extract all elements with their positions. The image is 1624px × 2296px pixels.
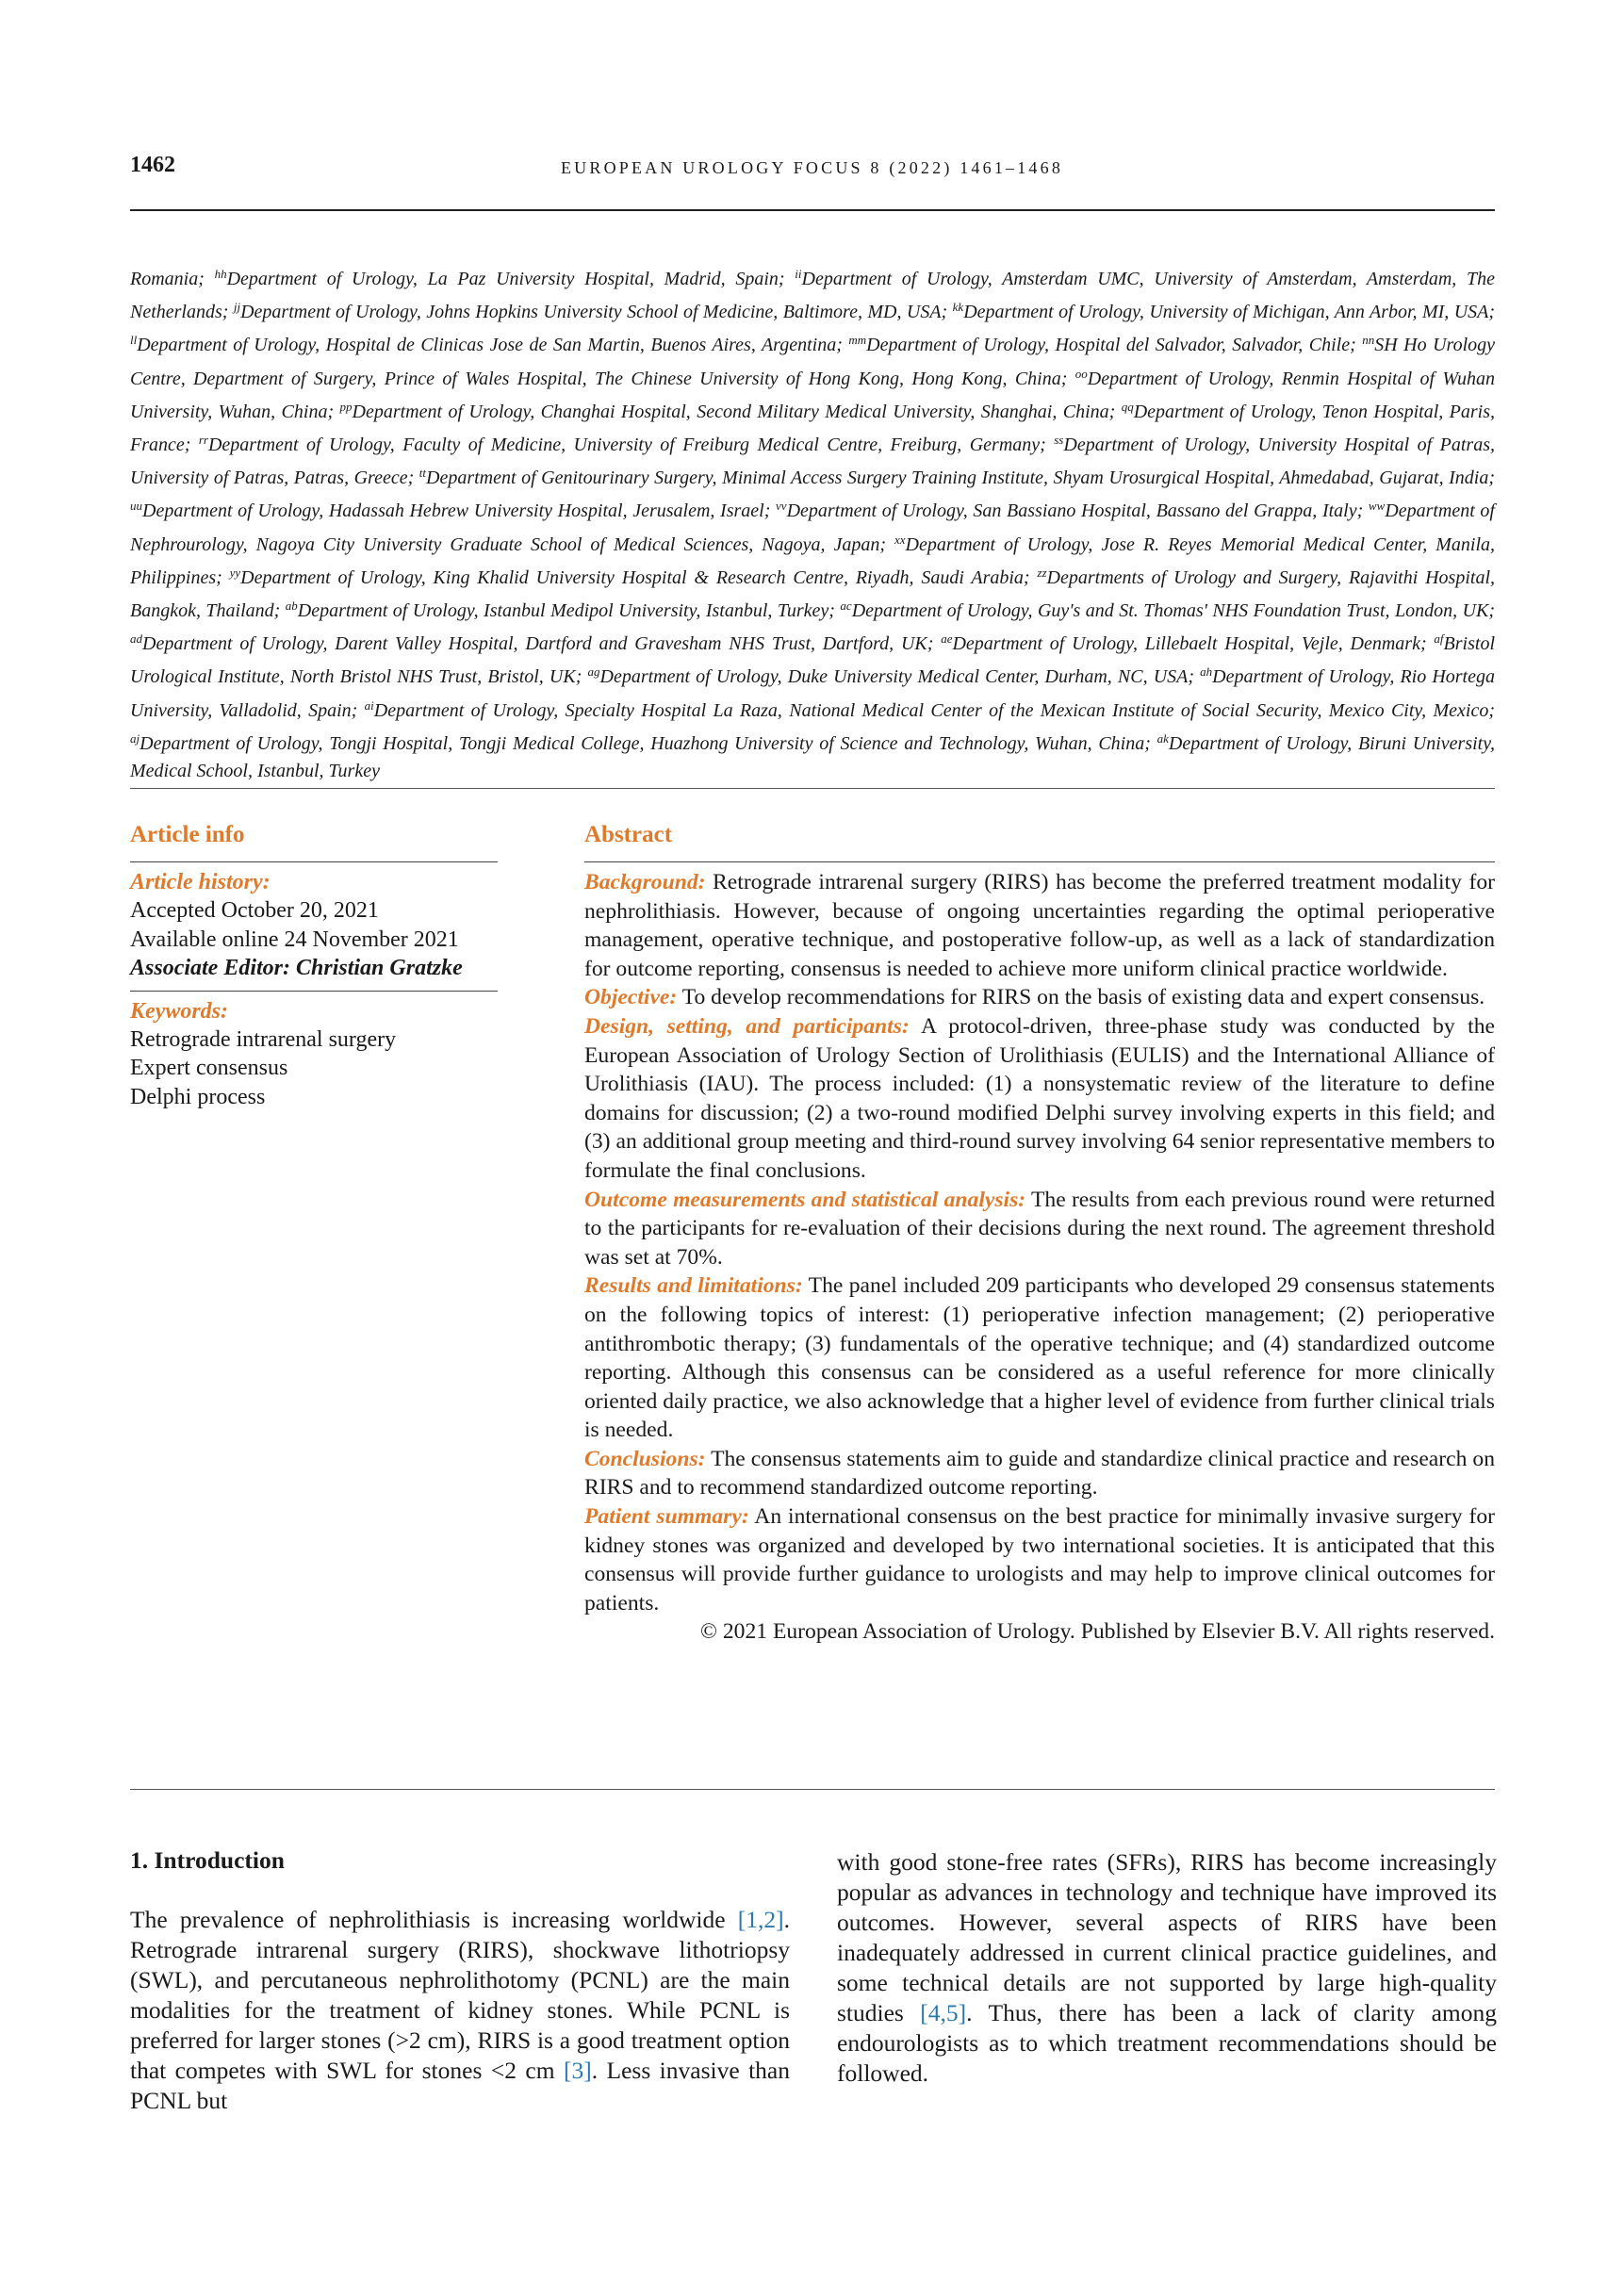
affiliation-marker: aj — [130, 730, 140, 746]
keywords-label: Keywords: — [130, 998, 228, 1024]
keyword-item: Expert consensus — [130, 1056, 288, 1081]
affiliation-text: Bristol Urological Institute, North Bristol NHS Trust, Bristol, UK; — [130, 633, 1495, 688]
affiliation-marker: ak — [1156, 730, 1169, 746]
paragraph-text: . Less invasive than PCNL but — [130, 2057, 790, 2114]
abstract-section-conclusions — [584, 1445, 1495, 1502]
abstract-text: The panel included 209 participants who developed 29 consensus statements on the following topics of interest: (1) perioperative infection management; (2) perioperative antithrombotic therapy; (3) fundamentals of the operative technique; and (4) standardized outcome reporting. Although this consensus can be considered as a useful reference for more clinically oriented daily practice, we also acknowledge that a higher level of evidence from further clinical trials is needed. — [584, 1273, 1495, 1443]
affiliation-marker: ae — [941, 631, 953, 647]
affiliation-marker: ll — [130, 333, 138, 348]
introduction-paragraph-continued — [837, 1847, 1497, 2089]
affiliation-text: Romania; — [130, 269, 215, 289]
abstract-section-background — [584, 868, 1495, 983]
affiliation-text: Department of Nephrourology, Nagoya City University Graduate School of Medical Sciences, Nagoya, Japan; — [130, 500, 1495, 555]
keywords-divider — [130, 991, 498, 992]
affiliation-text: SH Ho Urology Centre, Department of Surgery, Prince of Wales Hospital, The Chinese University of Hong Kong, Hong Kong, China; — [130, 335, 1496, 389]
affiliation-marker: nn — [1362, 333, 1375, 348]
affiliation-marker: hh — [214, 267, 227, 281]
affiliation-marker: ab — [285, 599, 298, 614]
abstract-section-objective — [584, 983, 1495, 1012]
affiliation-marker: ac — [840, 599, 852, 614]
abstract-body — [584, 868, 1495, 1647]
abstract-label: Conclusions: — [584, 1446, 706, 1471]
abstract-section-outcome — [584, 1186, 1495, 1272]
affiliation-marker: ss — [1054, 433, 1064, 448]
affiliation-text: Department of Urology, Istanbul Medipol University, Istanbul, Turkey; — [297, 600, 841, 622]
paragraph-text: . Retrograde intrarenal surgery (RIRS), shockwave lithotriopsy (SWL), and percutaneous nephrolithotomy (PCNL) are the main modalities for the treatment of kidney stones. While PCNL is preferred for larger stones (>2 cm), RIRS is a good treatment option that competes with SWL for stones <2 cm — [130, 1906, 790, 2084]
affiliation-text: Department of Urology, Hadassah Hebrew University Hospital, Jerusalem, Israel; — [142, 500, 777, 522]
affiliation-text: Department of Urology, Hospital de Clinicas Jose de San Martin, Buenos Aires, Argentina; — [137, 335, 849, 356]
affiliation-marker: ag — [587, 664, 600, 680]
affiliation-text: Department of Urology, Renmin Hospital of Wuhan University, Wuhan, China; — [130, 368, 1495, 422]
accepted-date: Accepted October 20, 2021 — [130, 898, 379, 923]
journal-header: EUROPEAN UROLOGY FOCUS 8 (2022) 1461–1468 — [560, 158, 1064, 177]
affiliation-text: Department of Urology, Hospital del Salvador, Salvador, Chile; — [866, 335, 1363, 356]
abstract-label: Design, setting, and participants: — [584, 1013, 910, 1039]
abstract-section-patient-summary — [584, 1502, 1495, 1617]
article-info-heading: Article info — [130, 822, 245, 847]
introduction-paragraph — [130, 1905, 790, 2116]
affiliation-text: Department of Genitourinary Surgery, Minimal Access Surgery Training Institute, Shyam Urosurgical Hospital, Ahmedabad, Gujarat, India; — [426, 467, 1496, 489]
affiliation-text: Departments of Urology and Surgery, Rajavithi Hospital, Bangkok, Thailand; — [130, 566, 1496, 622]
affiliation-text: Department of Urology, Lillebaelt Hospital, Vejle, Denmark; — [952, 633, 1435, 655]
abstract-divider — [584, 861, 1495, 862]
article-info-divider — [130, 861, 498, 862]
introduction-right-column — [837, 1847, 1497, 2089]
affiliation-marker: kk — [952, 300, 964, 315]
abstract-text: The consensus statements aim to guide and standardize clinical practice and research on RIRS and to recommend standardized outcome reporting. — [584, 1446, 1495, 1501]
affiliation-marker: rr — [198, 433, 208, 448]
introduction-left-column — [130, 1845, 790, 2116]
affiliation-marker: vv — [776, 499, 787, 514]
affiliation-text: Department of Urology, Specialty Hospital La Raza, National Medical Center of the Mexican Institute of Social Security, Mexico City, Mexico; — [373, 699, 1495, 721]
abstract-bottom-divider — [130, 1789, 1495, 1790]
affiliation-marker: af — [1434, 631, 1444, 647]
affiliation-text: Department of Urology, King Khalid University Hospital & Research Centre, Riyadh, Saudi Arabia; — [240, 566, 1038, 588]
abstract-heading: Abstract — [584, 822, 673, 847]
affiliation-text: Department of Urology, Rio Hortega University, Valladolid, Spain; — [130, 666, 1495, 721]
introduction-heading: 1. Introduction — [130, 1846, 285, 1874]
affiliation-marker: oo — [1074, 366, 1088, 381]
abstract-label: Patient summary: — [584, 1504, 749, 1530]
abstract-text: An international consensus on the best practice for minimally invasive surgery for kidney stones was organized and developed by two international societies. It is anticipated that this consensus will provide further guidance to urologists and may help to improve clinical outcomes for patients. — [584, 1504, 1495, 1615]
affiliation-text: Department of Urology, Guy's and St. Thomas' NHS Foundation Trust, London, UK; — [851, 600, 1495, 622]
affiliation-text: Department of Urology, Amsterdam UMC, University of Amsterdam, Amsterdam, The Netherlands; — [130, 269, 1495, 323]
abstract-label: Results and limitations: — [584, 1273, 803, 1299]
header-divider — [130, 209, 1495, 211]
affiliation-text: Department of Urology, San Bassiano Hospital, Bassano del Grappa, Italy; — [786, 500, 1369, 522]
affiliation-marker: uu — [130, 499, 142, 514]
available-online-date: Available online 24 November 2021 — [130, 927, 459, 952]
affiliation-text: Department of Urology, University Hospital of Patras, University of Patras, Patras, Greece; — [130, 435, 1496, 489]
affiliation-marker: ai — [364, 697, 374, 713]
affiliation-marker: mm — [848, 333, 867, 348]
affiliation-text: Department of Urology, Tenon Hospital, Paris, France; — [130, 401, 1496, 456]
affiliation-marker: ii — [795, 267, 802, 281]
article-history-label: Article history: — [130, 870, 271, 894]
affiliation-marker: zz — [1037, 565, 1047, 580]
associate-editor: Associate Editor: Christian Gratzke — [130, 956, 463, 981]
keyword-item: Retrograde intrarenal surgery — [130, 1026, 397, 1052]
paragraph-text: with good stone-free rates (SFRs), RIRS has become increasingly popular as advances in technology and technique have improved its outcomes. However, several aspects of RIRS have been inadequately addressed in current clinical practice guidelines, and some technical details are not supported by large high-quality studies — [837, 1848, 1497, 2026]
keyword-item: Delphi process — [130, 1084, 266, 1109]
affiliation-text: Department of Urology, Biruni University, Medical School, Istanbul, Turkey — [130, 732, 1495, 782]
abstract-label: Objective: — [584, 985, 678, 1010]
affiliation-marker: ww — [1368, 499, 1386, 514]
affiliations-divider — [130, 788, 1495, 789]
abstract-label: Outcome measurements and statistical analysis: — [584, 1187, 1026, 1212]
abstract-section-design — [584, 1012, 1495, 1186]
citation-link[interactable]: [4,5] — [920, 1999, 967, 2026]
affiliation-marker: pp — [339, 399, 353, 414]
citation-link[interactable]: [3] — [563, 2057, 592, 2084]
affiliation-marker: ah — [1200, 664, 1213, 680]
affiliation-text: Department of Urology, Darent Valley Hospital, Dartford and Gravesham NHS Trust, Dartford, UK; — [142, 633, 942, 655]
article-info-panel — [130, 820, 498, 1112]
abstract-text: A protocol-driven, three-phase study was conducted by the European Association of Urology Section of Urolithiasis (EULIS) and the International Alliance of Urolithiasis (IAU). The process included: (1) a nonsystematic review of the literature to define domains for discussion; (2) a two-round modified Delphi survey involving experts in this field; and (3) an additional group meeting and third-round survey involving 64 senior representative members to formulate the final conclusions. — [584, 1013, 1495, 1183]
affiliation-text: Department of Urology, Tongji Hospital, Tongji Medical College, Huazhong University of Science and Technology, Wuhan, China; — [139, 732, 1157, 754]
affiliation-text: Department of Urology, Johns Hopkins University School of Medicine, Baltimore, MD, USA; — [240, 302, 953, 323]
citation-link[interactable]: [1,2] — [737, 1906, 784, 1933]
affiliation-marker: ad — [130, 631, 142, 647]
paragraph-text: . Thus, there has been a lack of clarity among endourologists as to which treatment recommendations should be followed. — [837, 1999, 1497, 2087]
affiliation-marker: yy — [229, 565, 241, 580]
affiliation-marker: xx — [894, 532, 906, 547]
paragraph-text: The prevalence of nephrolithiasis is increasing worldwide — [130, 1906, 738, 1933]
affiliation-text: Department of Urology, Changhai Hospital, Second Military Medical University, Shanghai, China; — [352, 401, 1122, 422]
abstract-section-results — [584, 1271, 1495, 1445]
abstract-text: The results from each previous round were returned to the participants for re-evaluation of their decisions during the next round. The agreement threshold was set at 70%. — [584, 1187, 1496, 1270]
copyright-line: © 2021 European Association of Urology. Published by Elsevier B.V. All rights reserved. — [700, 1619, 1495, 1645]
page-number: 1462 — [130, 153, 175, 177]
abstract-panel — [584, 820, 1495, 1647]
affiliation-marker: jj — [233, 300, 241, 315]
abstract-text: To develop recommendations for RIRS on the basis of existing data and expert consensus. — [677, 985, 1485, 1010]
abstract-text: Retrograde intrarenal surgery (RIRS) has become the preferred treatment modality for nephrolithiasis. However, because of ongoing uncertainties regarding the optimal perioperative management, operative technique, and postoperative follow-up, as well as a lack of standardization for outcome reporting, consensus is needed to achieve more uniform clinical practice worldwide. — [584, 870, 1495, 981]
affiliation-text: Department of Urology, Jose R. Reyes Memorial Medical Center, Manila, Philippines; — [130, 533, 1496, 588]
affiliation-text: Department of Urology, Faculty of Medicine, University of Freiburg Medical Centre, Freiburg, Germany; — [207, 435, 1055, 456]
affiliation-marker: qq — [1121, 399, 1134, 414]
affiliation-marker: tt — [418, 466, 427, 481]
abstract-label: Background: — [584, 870, 706, 894]
affiliation-text: Department of Urology, La Paz University Hospital, Madrid, Spain; — [226, 269, 796, 289]
affiliation-text: Department of Urology, University of Michigan, Ann Arbor, MI, USA; — [963, 302, 1496, 323]
affiliations-block — [130, 260, 1495, 785]
affiliation-text: Department of Urology, Duke University Medical Center, Durham, NC, USA; — [599, 666, 1201, 688]
